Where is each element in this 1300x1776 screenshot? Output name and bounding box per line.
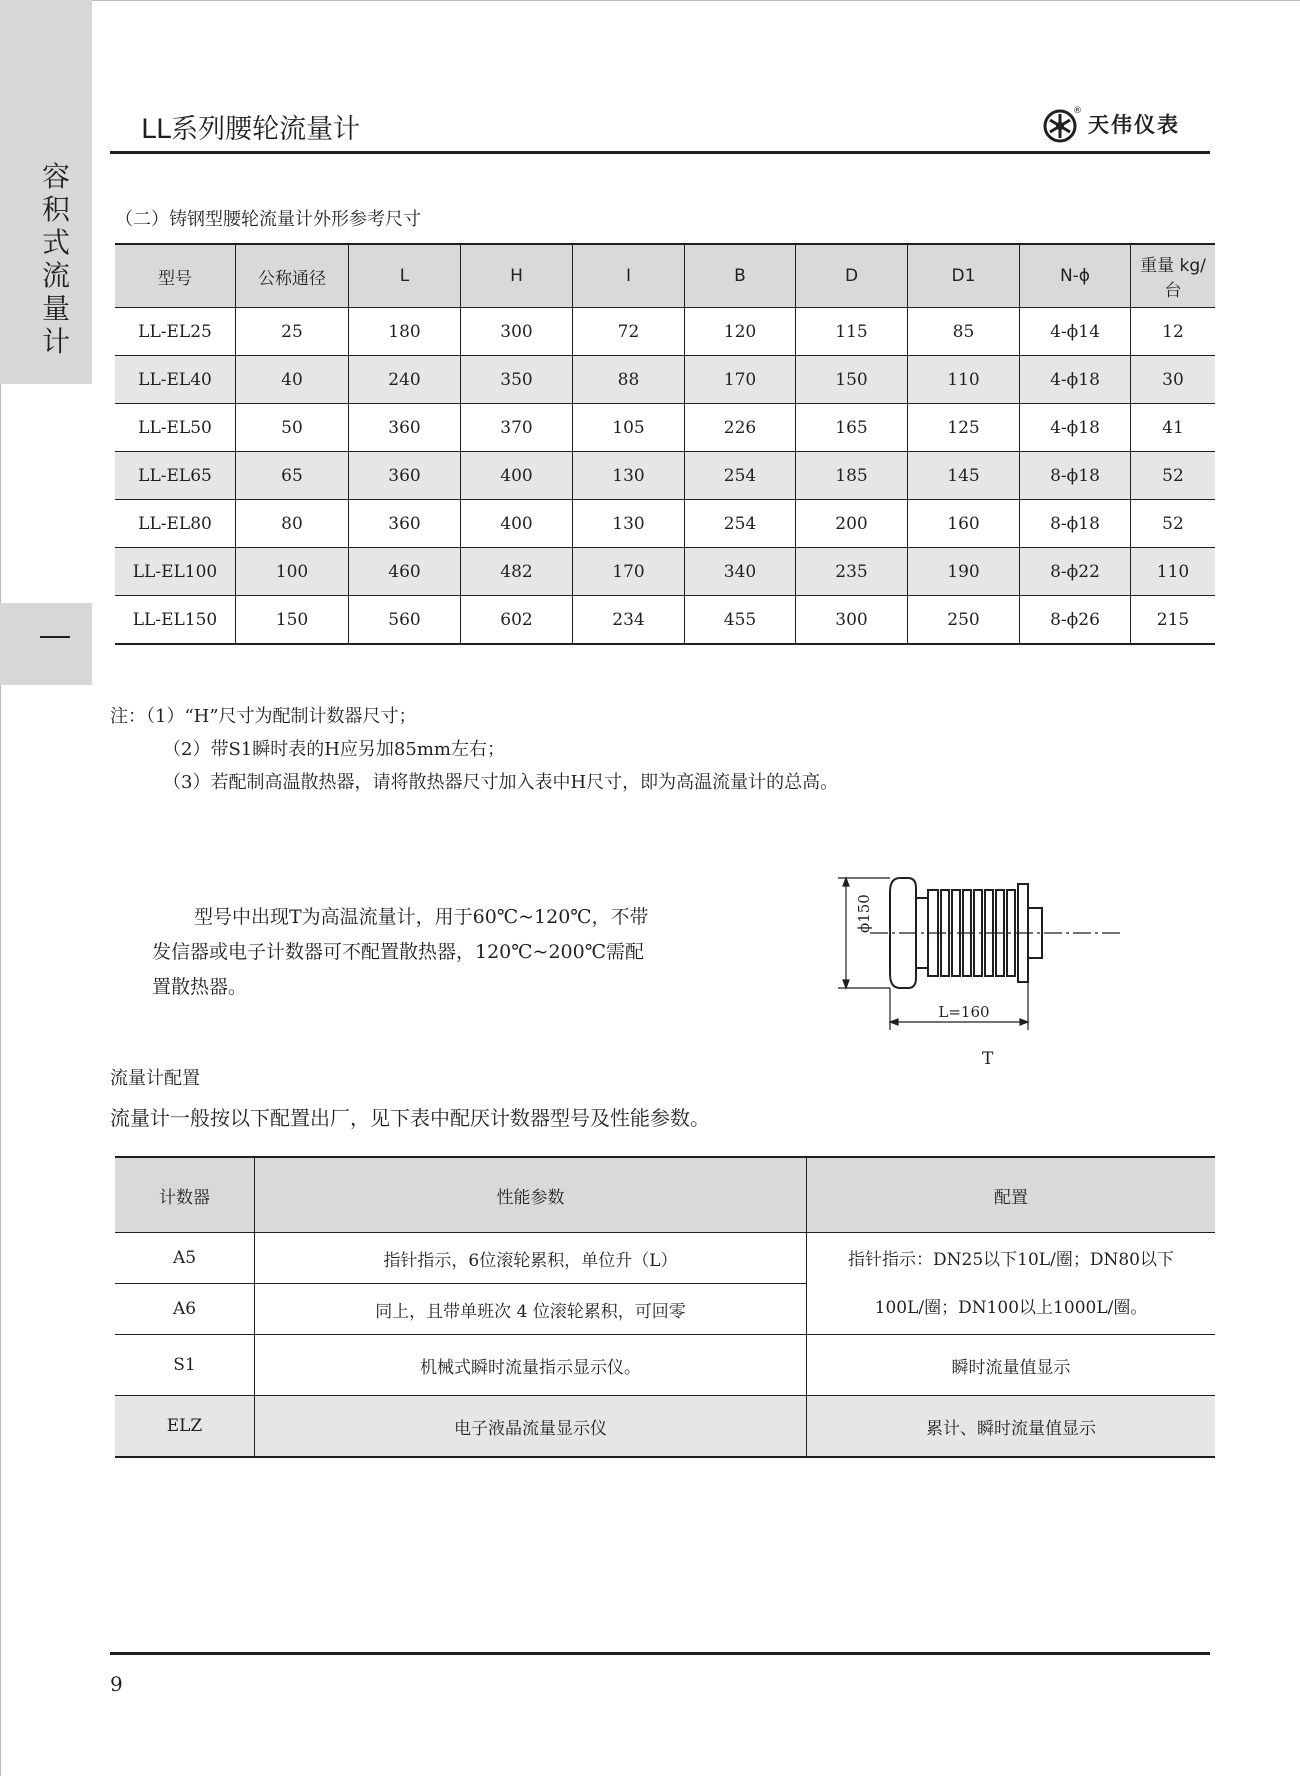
col-performance: 性能参数 [255,1157,807,1233]
notes [110,700,838,799]
brand [1042,104,1180,144]
col-b: B [685,244,796,308]
cell: 瞬时流量值显示 [807,1335,1216,1396]
cell: LL-EL80 [115,500,236,548]
table-row [115,308,1215,356]
cell: 170 [685,356,796,404]
merged-config-line: 指针指示：DN25以下10L/圈；DN80以下 [848,1249,1174,1270]
table-row [115,1396,1215,1458]
table-row [115,356,1215,404]
header-rule [110,151,1210,154]
cell: 180 [349,308,461,356]
cell: 110 [1131,548,1216,596]
config-intro: 流量计一般按以下配置出厂，见下表中配厌计数器型号及性能参数。 [110,1106,710,1130]
cell: 52 [1131,452,1216,500]
cell: 215 [1131,596,1216,645]
cell: 120 [685,308,796,356]
paragraph-line: 发信器或电子计数器可不配置散热器，120℃~200℃需配 [152,941,644,963]
paragraph-line: 型号中出现T为高温流量计，用于60℃~120℃，不带 [194,906,649,928]
footer-rule [110,1652,1210,1655]
table-row [115,1233,1215,1284]
note-item: （1）“H”尺寸为配制计数器尺寸； [146,706,417,727]
table-row [115,596,1215,645]
notes-prefix: 注： [110,706,146,727]
paragraph-line: 置散热器。 [152,976,248,998]
cell: 8-ϕ22 [1020,548,1131,596]
cell: LL-EL40 [115,356,236,404]
cell: 400 [461,452,573,500]
page-title: LL系列腰轮流量计 [141,114,361,145]
cell: 40 [236,356,349,404]
cell: 100 [236,548,349,596]
cell: 460 [349,548,461,596]
page-number: 9 [110,1672,123,1696]
registered-mark: ® [1073,106,1082,116]
flowmeter-dimension-diagram [830,870,1130,1070]
cell: 150 [796,356,908,404]
cell: 602 [461,596,573,645]
col-d1: D1 [908,244,1020,308]
note-line [110,700,838,733]
note-item: （3）若配制高温散热器，请将散热器尺寸加入表中H尺寸，即为高温流量计的总高。 [163,772,839,793]
cell: 电子液晶流量显示仪 [255,1396,807,1458]
cell: 400 [461,500,573,548]
note-item: （2）带S1瞬时表的H应另加85mm左右； [163,739,505,760]
col-config: 配置 [807,1157,1216,1233]
side-section-mark [40,636,70,638]
col-n-phi: N-ϕ [1020,244,1131,308]
cell: 235 [796,548,908,596]
col-i: I [573,244,685,308]
cell: 65 [236,452,349,500]
note-line [110,733,838,766]
table-row [115,452,1215,500]
cell: LL-EL100 [115,548,236,596]
diagram-caption: T [982,1049,994,1069]
cell: LL-EL50 [115,404,236,452]
side-tab-section [0,603,92,685]
dimension-table-header [115,244,1215,308]
cell: S1 [115,1335,255,1396]
cell: 165 [796,404,908,452]
cell: 115 [796,308,908,356]
cell: 88 [573,356,685,404]
cell: 560 [349,596,461,645]
table-row [115,1335,1215,1396]
diameter-label: ϕ150 [855,894,873,933]
cell: 50 [236,404,349,452]
section-title: （二）铸钢型腰轮流量计外形参考尺寸 [115,209,421,230]
cell: 同上，且带单班次 4 位滚轮累积，可回零 [255,1284,807,1335]
config-table [115,1156,1215,1458]
cell: 105 [573,404,685,452]
cell: 30 [1131,356,1216,404]
table-row [115,548,1215,596]
note-line [110,766,838,799]
cell: 52 [1131,500,1216,548]
col-d: D [796,244,908,308]
cell: 4-ϕ14 [1020,308,1131,356]
col-l: L [349,244,461,308]
cell: 226 [685,404,796,452]
merged-config-line: 100L/圈；DN100以上1000L/圈。 [874,1297,1148,1318]
cell: 360 [349,500,461,548]
cell: 机械式瞬时流量指示显示仪。 [255,1335,807,1396]
cell: A5 [115,1233,255,1284]
cell: 72 [573,308,685,356]
col-counter: 计数器 [115,1157,255,1233]
config-title: 流量计配置 [110,1068,200,1089]
cell: 200 [796,500,908,548]
cell: 300 [461,308,573,356]
cell: 130 [573,500,685,548]
brand-logo-icon [1042,104,1082,144]
cell: 累计、瞬时流量值显示 [807,1396,1216,1458]
cell: 254 [685,500,796,548]
config-table-header [115,1157,1215,1233]
cell: 240 [349,356,461,404]
cell: 250 [908,596,1020,645]
cell: 12 [1131,308,1216,356]
cell: 185 [796,452,908,500]
cell: 4-ϕ18 [1020,356,1131,404]
cell: 41 [1131,404,1216,452]
brand-name: 天伟仪表 [1088,112,1180,137]
table-row [115,404,1215,452]
cell: 482 [461,548,573,596]
cell: 350 [461,356,573,404]
cell: 145 [908,452,1020,500]
cell: 370 [461,404,573,452]
cell: 160 [908,500,1020,548]
cell: 190 [908,548,1020,596]
cell: 300 [796,596,908,645]
cell: 360 [349,404,461,452]
cell: 8-ϕ18 [1020,452,1131,500]
col-nominal-diameter: 公称通径 [236,244,349,308]
dimension-table [115,243,1215,645]
cell: LL-EL65 [115,452,236,500]
cell: 340 [685,548,796,596]
cell: 85 [908,308,1020,356]
cell: 254 [685,452,796,500]
col-weight: 重量 kg/台 [1131,244,1216,308]
cell: 170 [573,548,685,596]
cell: 4-ϕ18 [1020,404,1131,452]
cell: 130 [573,452,685,500]
cell: A6 [115,1284,255,1335]
cell: 8-ϕ18 [1020,500,1131,548]
col-model: 型号 [115,244,236,308]
table-row [115,500,1215,548]
cell: 150 [236,596,349,645]
cell: 360 [349,452,461,500]
page-border-top [92,0,1300,1]
length-label: L=160 [938,1003,990,1021]
cell: 455 [685,596,796,645]
cell: LL-EL25 [115,308,236,356]
high-temp-paragraph [152,900,692,1005]
cell: 110 [908,356,1020,404]
cell: 125 [908,404,1020,452]
cell: ELZ [115,1396,255,1458]
col-h: H [461,244,573,308]
cell: 234 [573,596,685,645]
merged-config-cell [807,1233,1216,1335]
cell: 8-ϕ26 [1020,596,1131,645]
cell: 指针指示，6位滚轮累积，单位升（L） [255,1233,807,1284]
cell: LL-EL150 [115,596,236,645]
side-tab-title: 容积式流量计 [41,160,70,358]
cell: 80 [236,500,349,548]
cell: 25 [236,308,349,356]
